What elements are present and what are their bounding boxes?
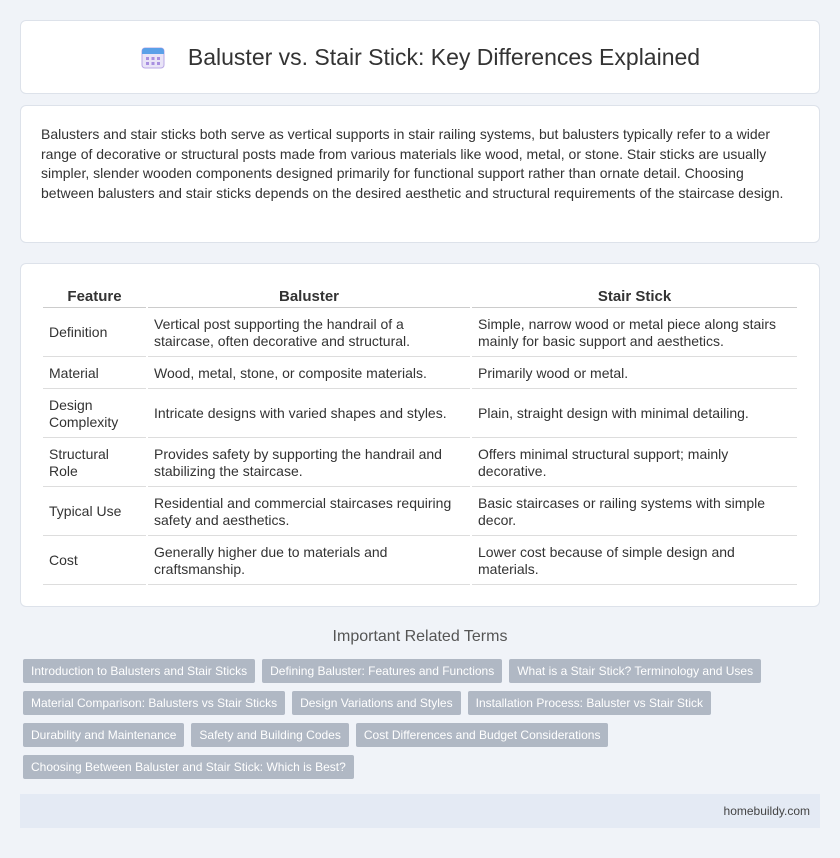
intro-card xyxy=(20,105,820,243)
comparison-card xyxy=(20,263,820,607)
header-baluster: Baluster xyxy=(148,286,470,308)
related-term-link[interactable]: Cost Differences and Budget Considerations xyxy=(356,723,609,747)
related-term-link[interactable]: What is a Stair Stick? Terminology and Uses xyxy=(509,659,761,683)
table-row xyxy=(43,538,797,585)
related-term-link[interactable]: Defining Baluster: Features and Functions xyxy=(262,659,502,683)
related-term-link[interactable]: Design Variations and Styles xyxy=(292,691,461,715)
related-term-link[interactable]: Durability and Maintenance xyxy=(23,723,184,747)
table-cell: Generally higher due to materials and craftsmanship. xyxy=(148,538,470,585)
table-cell: Definition xyxy=(43,310,146,357)
comparison-table xyxy=(41,284,799,587)
table-cell: Plain, straight design with minimal detailing. xyxy=(472,391,797,438)
table-row xyxy=(43,391,797,438)
table-cell: Design Complexity xyxy=(43,391,146,438)
table-cell: Intricate designs with varied shapes and styles. xyxy=(148,391,470,438)
related-term-link[interactable]: Choosing Between Baluster and Stair Stick: Which is Best? xyxy=(23,755,354,779)
calendar-icon xyxy=(140,44,166,70)
related-term-link[interactable]: Safety and Building Codes xyxy=(191,723,348,747)
header-stair-stick: Stair Stick xyxy=(472,286,797,308)
table-cell: Structural Role xyxy=(43,440,146,487)
table-row xyxy=(43,310,797,357)
table-cell: Residential and commercial staircases requiring safety and aesthetics. xyxy=(148,489,470,536)
title-card xyxy=(20,20,820,94)
related-terms-list xyxy=(23,659,813,787)
table-cell: Wood, metal, stone, or composite materials. xyxy=(148,359,470,389)
table-row xyxy=(43,489,797,536)
table-cell: Provides safety by supporting the handrail and stabilizing the staircase. xyxy=(148,440,470,487)
table-row xyxy=(43,440,797,487)
header-feature: Feature xyxy=(43,286,146,308)
table-cell: Typical Use xyxy=(43,489,146,536)
intro-paragraph: Balusters and stair sticks both serve as vertical supports in stair railing systems, but balusters typically refer to a wider range of decorative or structural posts made from various materials like wood, metal, or stone. Stair sticks are usually simpler, slender wooden components designed primarily for functional support rather than ornate detail. Choosing between balusters and stair sticks depends on the desired aesthetic and structural requirements of the staircase design. xyxy=(41,126,784,201)
table-cell: Simple, narrow wood or metal piece along stairs mainly for basic support and aesthetics. xyxy=(472,310,797,357)
table-cell: Vertical post supporting the handrail of a staircase, often decorative and structural. xyxy=(148,310,470,357)
related-term-link[interactable]: Introduction to Balusters and Stair Sticks xyxy=(23,659,255,683)
table-row xyxy=(43,359,797,389)
table-cell: Material xyxy=(43,359,146,389)
table-cell: Primarily wood or metal. xyxy=(472,359,797,389)
related-term-link[interactable]: Installation Process: Baluster vs Stair Stick xyxy=(468,691,711,715)
table-cell: Cost xyxy=(43,538,146,585)
table-cell: Offers minimal structural support; mainly decorative. xyxy=(472,440,797,487)
footer-site-name: homebuildy.com xyxy=(723,804,810,818)
table-cell: Lower cost because of simple design and materials. xyxy=(472,538,797,585)
footer xyxy=(20,794,820,828)
related-terms-heading: Important Related Terms xyxy=(332,628,508,645)
page-title: Baluster vs. Stair Stick: Key Differences Explained xyxy=(187,43,701,70)
table-cell: Basic staircases or railing systems with simple decor. xyxy=(472,489,797,536)
related-term-link[interactable]: Material Comparison: Balusters vs Stair Sticks xyxy=(23,691,285,715)
